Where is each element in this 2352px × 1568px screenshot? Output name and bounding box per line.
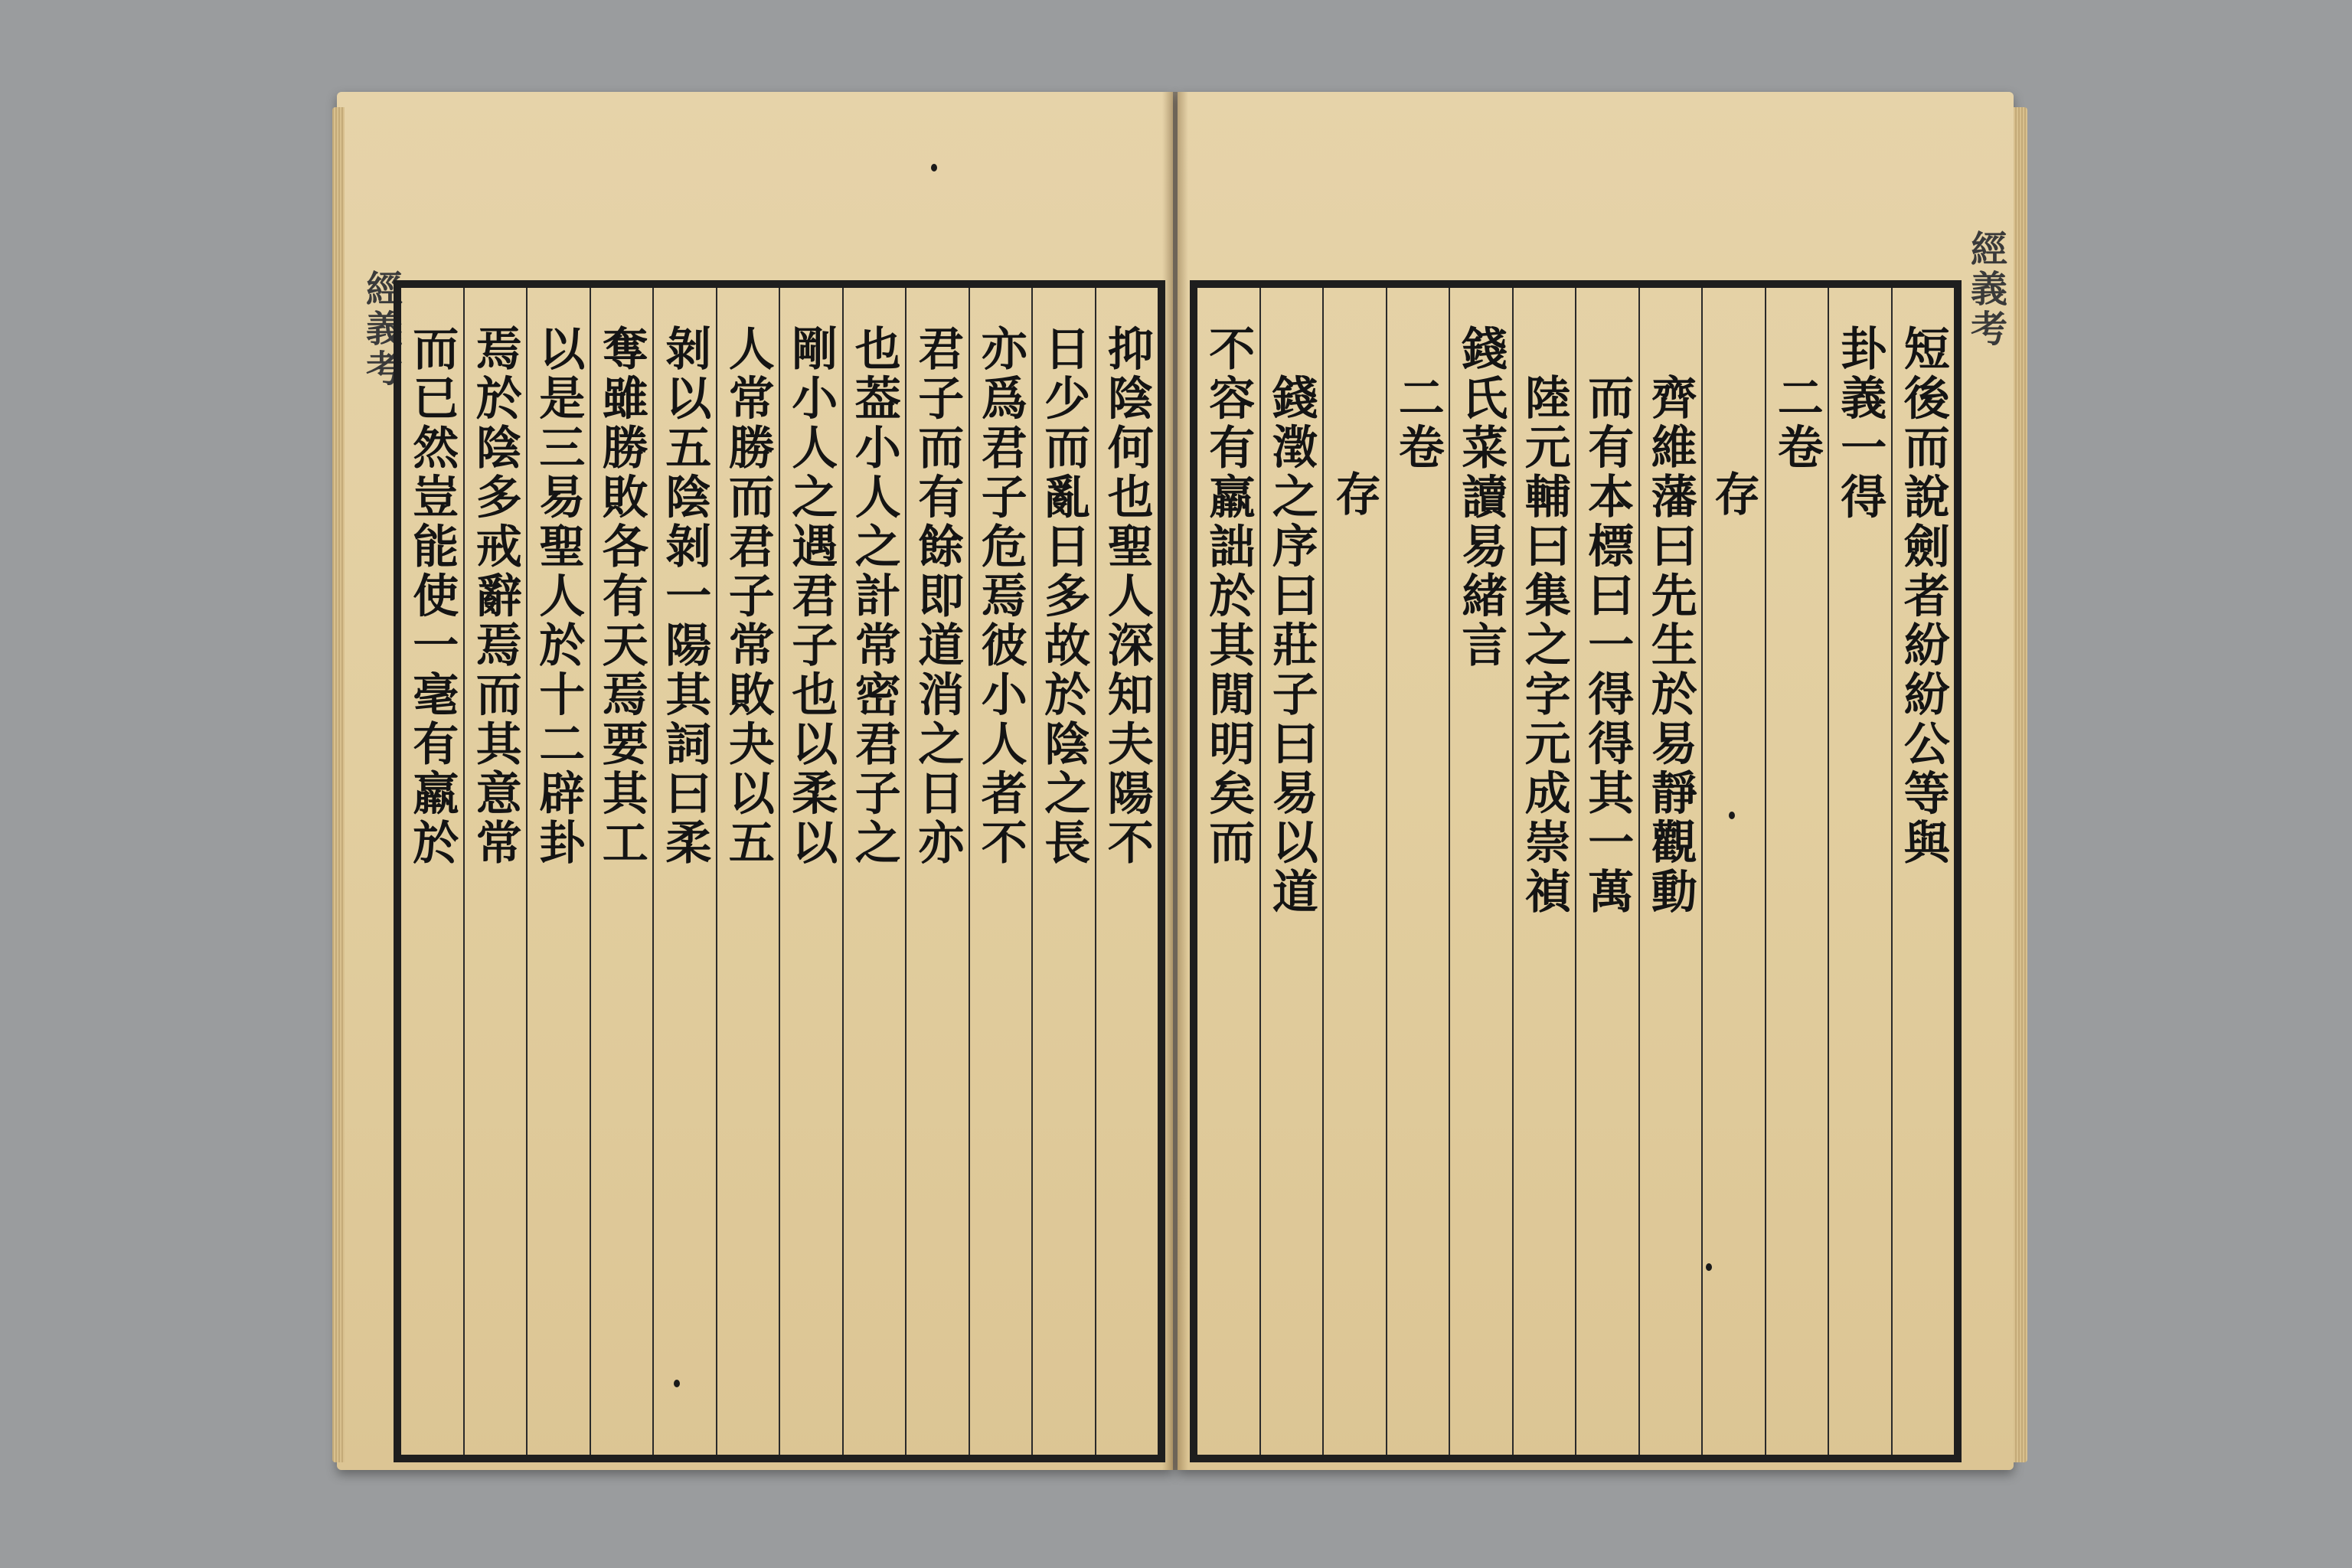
text-column: [652, 288, 716, 1455]
book-gutter: [1162, 92, 1188, 1470]
column-text: 君子而有餘即道消之日亦: [910, 325, 965, 868]
column-text: 亦爲君子危焉彼小人者不: [973, 325, 1027, 868]
right-margin-label: [1955, 230, 2017, 1501]
column-text: 短後而說劍者紛紛公等與: [1896, 325, 1950, 868]
entry-title-column: [1449, 288, 1512, 1455]
column-text: 日少而亂日多故於陰之長: [1037, 325, 1091, 868]
right-columns: [1197, 288, 1954, 1455]
text-column: [842, 288, 906, 1455]
volume-count: 二卷: [1769, 374, 1824, 472]
entry-title: 錢氏菜讀易緒言: [1454, 325, 1508, 671]
commentary-column: [1259, 288, 1323, 1455]
column-text: 錢澂之序曰莊子曰易以道: [1264, 374, 1318, 917]
text-column: [969, 288, 1032, 1455]
volume-count-column: [1386, 288, 1449, 1455]
text-column: [1197, 288, 1259, 1455]
text-column: [401, 288, 463, 1455]
ink-dot: [931, 164, 937, 172]
text-column: [463, 288, 527, 1455]
right-margin-text: 經義考: [1964, 230, 2007, 349]
left-columns: [401, 288, 1158, 1455]
column-text: 而已然豈能使一毫有羸於: [405, 325, 459, 868]
left-text-frame: [394, 280, 1165, 1462]
column-text: 齊維藩曰先生於易靜觀動: [1643, 374, 1697, 917]
right-text-frame: [1190, 280, 1962, 1462]
status-text: 存: [1707, 470, 1761, 520]
left-margin-text: 經義考: [359, 270, 403, 389]
volume-count: 二卷: [1390, 374, 1445, 472]
column-text: 不容有羸詘於其閒明矣而: [1201, 325, 1256, 868]
column-text: 也葢小人之計常密君子之: [847, 325, 901, 868]
text-column: [905, 288, 969, 1455]
column-text: 剛小人之遇君子也以柔以: [784, 325, 838, 868]
text-column: [526, 288, 590, 1455]
commentary-column: [1638, 288, 1702, 1455]
column-text: 而有本標曰一得得其一萬: [1580, 374, 1635, 917]
text-column: [1891, 288, 1955, 1455]
status-column: [1322, 288, 1386, 1455]
volume-count-column: [1765, 288, 1828, 1455]
text-column: [590, 288, 653, 1455]
entry-title-column: [1828, 288, 1891, 1455]
column-text: 以是三易聖人於十二辟卦: [531, 325, 586, 868]
text-column: [716, 288, 779, 1455]
column-text: 陸元輔曰集之字元成崇禎: [1517, 374, 1571, 917]
commentary-column: [1512, 288, 1576, 1455]
column-text: 人常勝而君子常敗夬以五: [720, 325, 775, 868]
status-text: 存: [1328, 470, 1382, 520]
text-column: [779, 288, 842, 1455]
column-text: 剝以五陰剝一陽其詞曰柔: [658, 325, 712, 868]
column-text: 焉於陰多戒辭焉而其意常: [468, 325, 522, 868]
column-text: 抑陰何也聖人深知夫陽不: [1099, 325, 1154, 868]
entry-title: 卦義一得: [1833, 325, 1887, 522]
commentary-column: [1575, 288, 1638, 1455]
left-page-edges: [332, 107, 345, 1462]
open-book: [329, 92, 2014, 1493]
text-column: [1031, 288, 1095, 1455]
text-column: [1095, 288, 1158, 1455]
column-text: 奪雖勝敗各有天焉要其工: [594, 325, 648, 868]
status-column: [1701, 288, 1765, 1455]
